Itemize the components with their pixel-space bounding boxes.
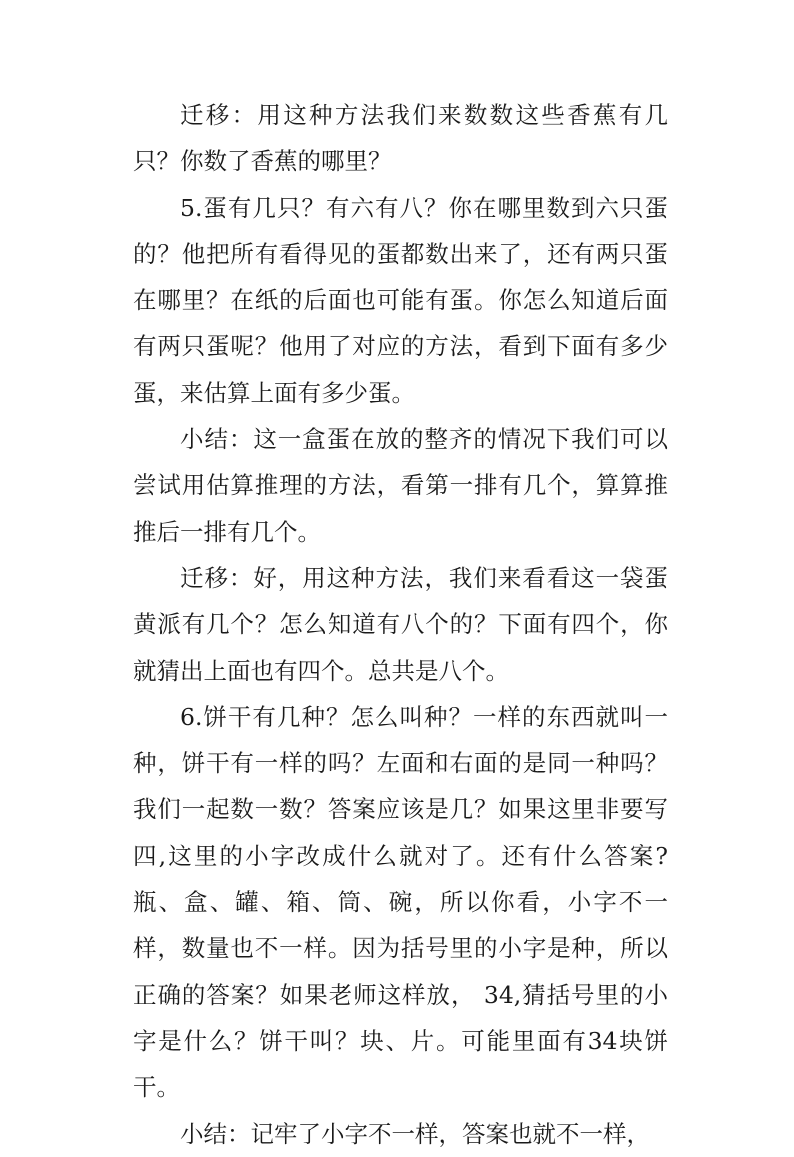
paragraph-transfer-bananas: 迁移：用这种方法我们来数数这些香蕉有几只？你数了香蕉的哪里？ <box>133 101 668 176</box>
paragraph-transfer-egg-pies: 迁移：好，用这种方法，我们来看看这一袋蛋黄派有几个？怎么知道有八个的？下面有四个，你就猜出上面也有四个。总共是八个。 <box>133 563 668 685</box>
paragraph-biscuits-kinds: 6.饼干有几种？怎么叫种？一样的东西就叫一种，饼干有一样的吗？左面和右面的是同一种吗？我们一起数一数？答案应该是几？如果这里非要写四,这里的小字改成什么就对了。还有什么答案?瓶、盒、罐、箱、筒、碗，所以你看，小字不一样，数量也不一样。因为括号里的小字是种，所以正确的答案？如果老师这样放， 34,猜括号里的小字是什么？饼干叫？块、片。可能里面有34块饼干。 <box>133 702 668 1102</box>
document-body <box>133 92 668 1157</box>
paragraph-summary-units: 小结：记牢了小字不一样，答案也就不一样， <box>180 1119 650 1148</box>
paragraph-summary-eggs: 小结：这一盒蛋在放的整齐的情况下我们可以尝试用估算推理的方法，看第一排有几个，算算推推后一排有几个。 <box>133 425 668 546</box>
paragraph-eggs-count: 5.蛋有几只？有六有八？你在哪里数到六只蛋的？他把所有看得见的蛋都数出来了，还有两只蛋在哪里？在纸的后面也可能有蛋。你怎么知道后面有两只蛋呢？他用了对应的方法，看到下面有多少蛋，来估算上面有多少蛋。 <box>133 193 668 407</box>
